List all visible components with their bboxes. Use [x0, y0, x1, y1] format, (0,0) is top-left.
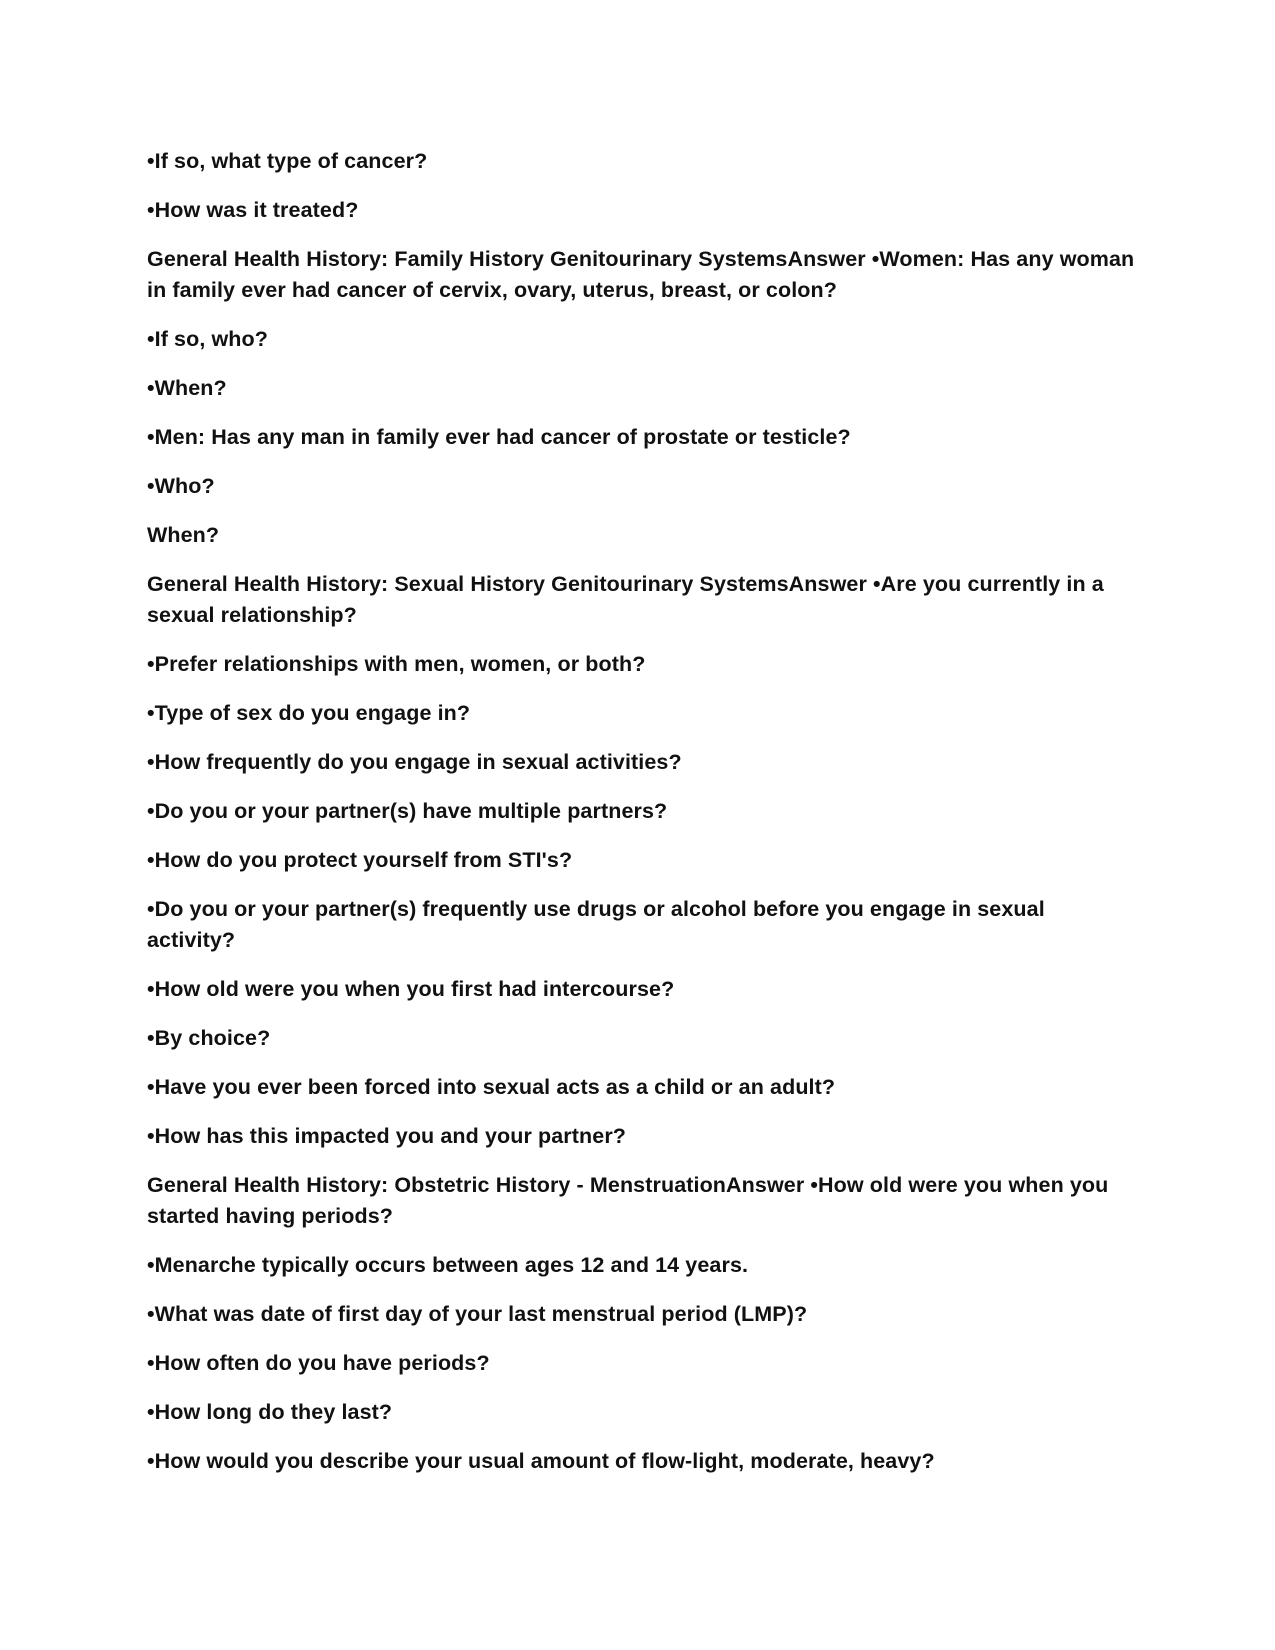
- question-line: •When?: [147, 376, 227, 400]
- question-line: •Have you ever been forced into sexual acts as a child or an adult?: [147, 1075, 836, 1099]
- question-line: •How old were you when you first had intercourse?: [147, 977, 675, 1001]
- question-line: •Prefer relationships with men, women, or both?: [147, 652, 646, 676]
- question-line: •How often do you have periods?: [147, 1351, 490, 1375]
- question-line: When?: [147, 523, 220, 547]
- question-line: •Men: Has any man in family ever had cancer of prostate or testicle?: [147, 425, 851, 449]
- question-line: •If so, what type of cancer?: [147, 149, 428, 173]
- question-line: •If so, who?: [147, 327, 268, 351]
- question-line: •Type of sex do you engage in?: [147, 701, 471, 725]
- question-line: •Do you or your partner(s) frequently use drugs or alcohol before you engage in sexual activity?: [147, 897, 1051, 952]
- question-line: •Do you or your partner(s) have multiple partners?: [147, 799, 668, 823]
- question-line: •Who?: [147, 474, 215, 498]
- question-line: •What was date of first day of your last menstrual period (LMP)?: [147, 1302, 808, 1326]
- section-heading-sexual-history: General Health History: Sexual History Genitourinary SystemsAnswer •Are you currently in a sexual relationship?: [147, 572, 1110, 627]
- document-body: [147, 146, 1141, 1495]
- question-line: •How was it treated?: [147, 198, 359, 222]
- question-line: •How would you describe your usual amount of flow-light, moderate, heavy?: [147, 1449, 935, 1473]
- question-line: •How do you protect yourself from STI's?: [147, 848, 573, 872]
- question-line: •How long do they last?: [147, 1400, 393, 1424]
- section-heading-family-history: General Health History: Family History Genitourinary SystemsAnswer •Women: Has any woman in family ever had cancer of cervix, ovary, uterus, breast, or colon?: [147, 247, 1141, 302]
- question-line: •How has this impacted you and your partner?: [147, 1124, 627, 1148]
- question-line: •By choice?: [147, 1026, 271, 1050]
- question-line: •Menarche typically occurs between ages 12 and 14 years.: [147, 1253, 749, 1277]
- section-heading-obstetric-history: General Health History: Obstetric History - MenstruationAnswer •How old were you when you started having periods?: [147, 1173, 1115, 1228]
- question-line: •How frequently do you engage in sexual activities?: [147, 750, 682, 774]
